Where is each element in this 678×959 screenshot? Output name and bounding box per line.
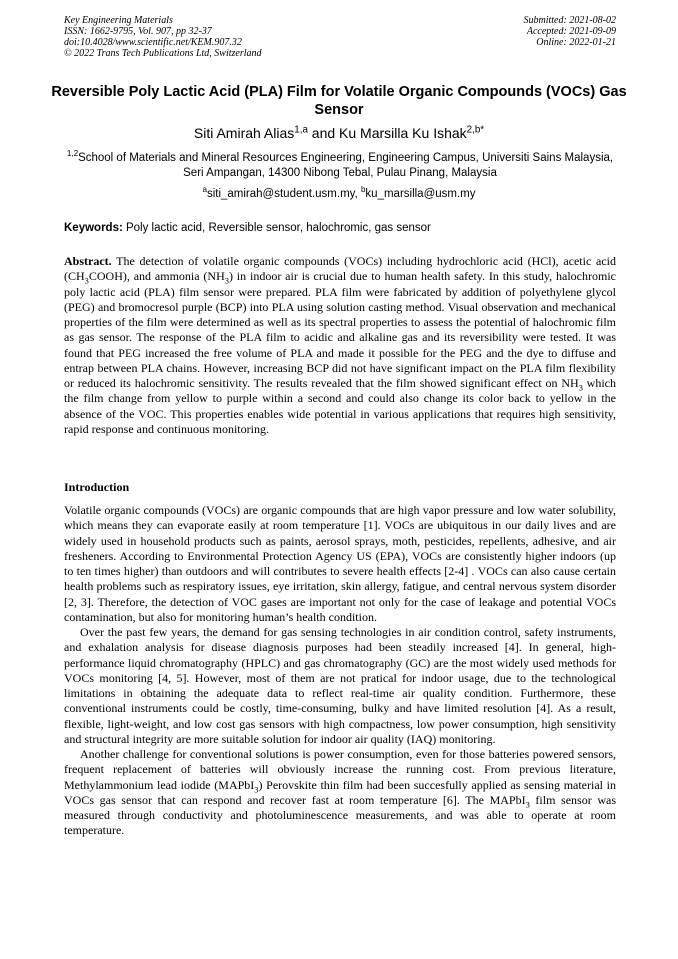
- email-separator: ,: [354, 188, 361, 200]
- journal-copyright: © 2022 Trans Tech Publications Ltd, Switzerland: [64, 48, 262, 59]
- paragraph-text: film sensor was measured through conductivity and photoluminescence measurements, and was able to operate at room temperature.: [64, 792, 616, 838]
- author-name: Ku Marsilla Ku Ishak: [339, 125, 467, 141]
- paper-title: Reversible Poly Lactic Acid (PLA) Film for Volatile Organic Compounds (VOCs) Gas Sensor: [51, 84, 627, 118]
- email-mark: b: [360, 185, 366, 195]
- paragraph-text: ) Perovskite thin film had been succesfully applied as sensing material in VOCs gas sensor that can respond and recover fast at room temperature [6]. The MAPbI: [64, 777, 616, 807]
- journal-name: Key Engineering Materials: [64, 15, 173, 26]
- paragraph-text: Another challenge for conventional solutions is power consumption, even for those batteries powered sensors, frequent replacement of batteries will obviously increase the running cost. From previous literature, Methylammonium lead iodide (MAPbI: [64, 747, 616, 792]
- author-emails: [40, 187, 638, 201]
- online-date: Online: 2022-01-21: [536, 37, 616, 48]
- keywords: [64, 221, 616, 235]
- email-mark: a: [202, 185, 207, 195]
- subscript: 3: [254, 784, 259, 794]
- subscript: 3: [84, 276, 89, 286]
- journal-issn: ISSN: 1662-9795, Vol. 907, pp 32-37: [64, 26, 212, 37]
- paragraph: [64, 747, 616, 839]
- introduction-body: [64, 503, 616, 839]
- section-heading-introduction: Introduction: [64, 480, 130, 494]
- author-name: Siti Amirah Alias: [193, 125, 295, 141]
- subscript: 3: [525, 800, 530, 810]
- affiliation-mark: 1,2: [66, 149, 79, 159]
- journal-info: [64, 15, 262, 59]
- abstract-text: which the film change from yellow to purple within a second and could also change its color back to yellow in the absence of the VOC. This properties enables wide potential in various applications that requires high sensitivity, rapid response and continuous monitoring.: [64, 376, 617, 436]
- author-affiliation-mark: 1,a: [294, 124, 308, 136]
- abstract: [64, 254, 616, 437]
- subscript: 3: [578, 383, 583, 393]
- abstract-text: COOH), and ammonia (NH: [88, 269, 225, 284]
- email-address: siti_amirah@student.usm.my: [206, 188, 355, 200]
- keywords-text: Poly lactic acid, Reversible sensor, halochromic, gas sensor: [122, 222, 431, 234]
- affiliation: [64, 151, 616, 180]
- accepted-date: Accepted: 2021-09-09: [526, 26, 616, 37]
- paragraph: Volatile organic compounds (VOCs) are organic compounds that are high vapor pressure and low water solubility, which means they can evaporate easily at room temperature [1]. VOCs are ubiquitous in our daily lives and are widely used in household products such as paints, aerosol sprays, moth, pesticides, repellents, adhesive, and air fresheners. According to Environmental Protection Agency US (EPA), VOCs are consistently higher indoors (up to ten times higher) than outdoors and will contributes to severe health effects [2-4] . VOCs can also cause certain health problems such as respiratory issues, eye irritation, skin allergy, fatigue, and central nervous system disorder [2, 3]. Therefore, the detection of VOC gases are important not only for the case of leakage and potential VOCs contamination, but also for monitoring human’s health condition.: [64, 503, 616, 624]
- affiliation-text: School of Materials and Mineral Resources Engineering, Engineering Campus, Universiti Sains Malaysia, Seri Ampangan, 14300 Nibong Tebal, Pulau Pinang, Malaysia: [78, 152, 614, 179]
- journal-doi: doi:10.4028/www.scientific.net/KEM.907.32: [64, 37, 242, 48]
- email-address: ku_marsilla@usm.my: [365, 188, 476, 200]
- submission-dates: [524, 15, 617, 48]
- abstract-text: The detection of volatile organic compounds (VOCs) including hydrochloric acid (HCl), acetic acid (CH: [64, 254, 616, 284]
- abstract-label: Abstract.: [64, 254, 112, 268]
- author-list: [40, 124, 638, 142]
- paragraph: Over the past few years, the demand for gas sensing technologies in air condition control, safety instruments, and exhalation analysis for disease diagnosis purposes had been steadily increased [4]. In general, high-performance liquid chromatography (HPLC) and gas chromatography (GC) are the most widely used methods for VOCs monitoring [4, 5]. However, most of them are not pratical for indoor usage, due to the technological limitations in obtaining the adequate data to reflect real-time air quality condition. Furthermore, these conventional instruments could be costly, time-consuming, bulky and have limited resolution [4]. As a result, flexible, light-weight, and low cost gas sensors with high compactness, low power consumption, high sensitivity and structural integrity are more suitable solution for indoor air quality (IAQ) monitoring.: [64, 625, 616, 746]
- author-connector: and: [307, 125, 340, 141]
- subscript: 3: [224, 276, 229, 286]
- author-affiliation-mark: 2,b*: [466, 124, 485, 136]
- abstract-text: ) in indoor air is crucial due to human health safety. In this study, halochromic poly lactic acid (PLA) film sensor were prepared. PLA film were fabricated by addition of polyethylene glycol (PEG) and bromocresol purple (BCP) into PLA using solution casting method. Visual observation and mechanical properties of the film were determined as well as its spectral properties to assess the potential of halochromic film as gas sensor. The response of the PLA film to acidic and alkaline gas and its reversibility were tested. It was found that PEG increased the free volume of PLA and made it possible for the PEG and the dye to diffuse and entrap between PLA chains. However, increasing BCP did not have significant impact on the PLA film flexibility or reduced its halochromic sensitivity. The results revealed that the film showed significant effect on NH: [64, 269, 616, 390]
- keywords-label: Keywords:: [64, 222, 123, 234]
- submitted-date: Submitted: 2021-08-02: [523, 15, 616, 26]
